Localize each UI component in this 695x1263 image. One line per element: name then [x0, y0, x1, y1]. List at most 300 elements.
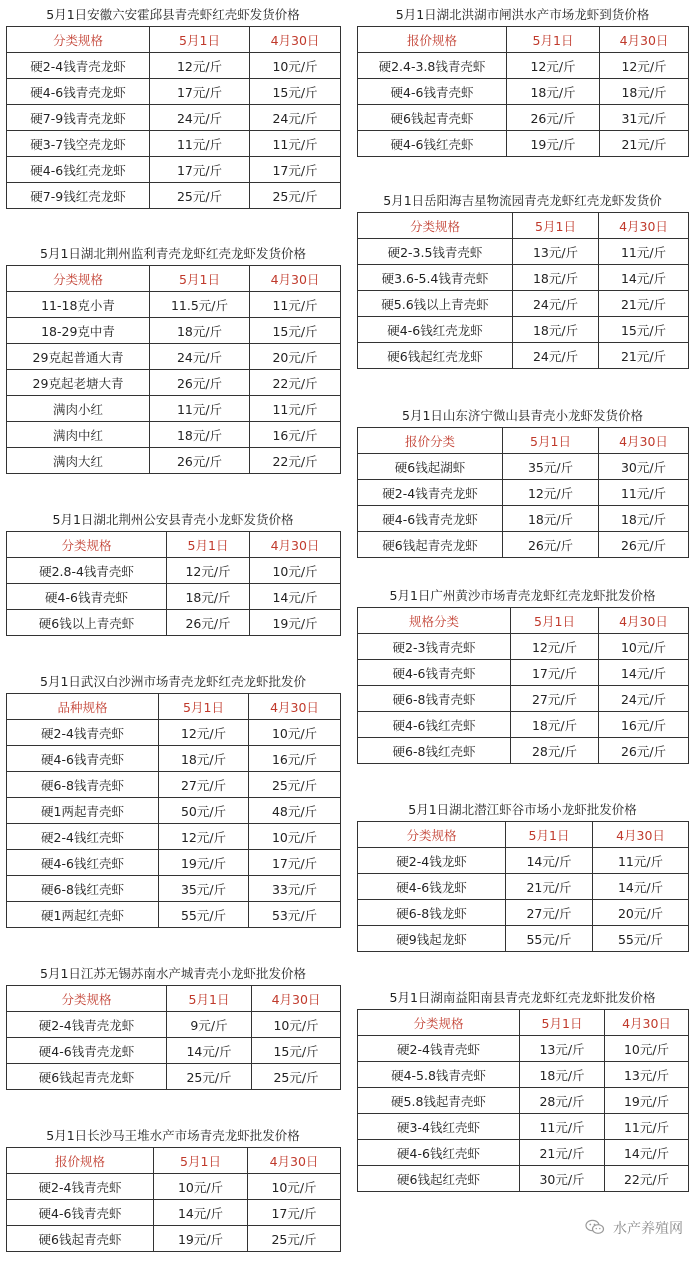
table-title: 5月1日山东济宁微山县青壳小龙虾发货价格	[402, 408, 643, 423]
table-header-row	[358, 822, 689, 848]
table-row	[358, 926, 689, 952]
table-cell: 53元/斤	[249, 902, 341, 928]
table-cell: 12元/斤	[511, 634, 599, 660]
table-cell: 11元/斤	[250, 396, 341, 422]
price-table	[357, 607, 689, 764]
table-row	[7, 183, 341, 209]
header-cell: 分类规格	[7, 532, 167, 558]
table-cell: 硬6钱起青壳虾	[358, 105, 507, 131]
table-cell: 硬6钱以上青壳虾	[7, 610, 167, 636]
table-cell: 满肉中红	[7, 422, 150, 448]
table-cell: 17元/斤	[249, 850, 341, 876]
header-cell: 5月1日	[167, 532, 250, 558]
table-cell: 硬4-6钱红壳虾	[7, 850, 159, 876]
table-cell: 24元/斤	[513, 343, 599, 369]
table-row	[358, 105, 689, 131]
table-header-row	[7, 694, 341, 720]
table-cell: 硬1两起红壳虾	[7, 902, 159, 928]
table-cell: 13元/斤	[520, 1036, 605, 1062]
table-cell: 15元/斤	[250, 79, 341, 105]
table-cell: 18-29克中青	[7, 318, 150, 344]
table-cell: 硬6钱起青壳龙虾	[358, 532, 503, 558]
price-table-block	[357, 405, 688, 558]
header-cell: 5月1日	[503, 428, 599, 454]
price-table	[357, 427, 689, 558]
table-row	[358, 131, 689, 157]
table-cell: 硬3-4钱红壳虾	[358, 1114, 520, 1140]
table-title: 5月1日岳阳海吉星物流园青壳龙虾红壳龙虾发货价	[383, 193, 662, 208]
table-row	[7, 746, 341, 772]
table-row	[7, 1226, 341, 1252]
table-cell: 26元/斤	[150, 448, 250, 474]
table-cell: 硬6钱起青壳龙虾	[7, 1064, 167, 1090]
table-cell: 18元/斤	[159, 746, 249, 772]
table-cell: 17元/斤	[248, 1200, 341, 1226]
table-row	[358, 532, 689, 558]
table-cell: 硬2-4钱青壳龙虾	[7, 1012, 167, 1038]
table-cell: 14元/斤	[506, 848, 593, 874]
table-cell: 18元/斤	[167, 584, 250, 610]
table-row	[358, 79, 689, 105]
table-title: 5月1日广州黄沙市场青壳龙虾红壳龙虾批发价格	[389, 588, 656, 603]
table-cell: 27元/斤	[511, 686, 599, 712]
table-row	[358, 265, 689, 291]
table-cell: 硬5.8钱起青壳虾	[358, 1088, 520, 1114]
table-row	[358, 343, 689, 369]
table-cell: 18元/斤	[600, 79, 689, 105]
table-cell: 硬2-4钱青壳龙虾	[358, 480, 503, 506]
table-row	[7, 131, 341, 157]
table-cell: 硬2-4钱青壳虾	[358, 1036, 520, 1062]
table-row	[358, 1114, 689, 1140]
price-table	[357, 26, 689, 157]
table-cell: 11元/斤	[250, 131, 341, 157]
table-cell: 硬4-6钱青壳虾	[7, 584, 167, 610]
table-cell: 11元/斤	[593, 848, 689, 874]
table-cell: 25元/斤	[249, 772, 341, 798]
table-row	[7, 824, 341, 850]
table-cell: 18元/斤	[507, 79, 600, 105]
table-cell: 17元/斤	[250, 157, 341, 183]
table-cell: 10元/斤	[250, 53, 341, 79]
table-cell: 硬2.8-4钱青壳虾	[7, 558, 167, 584]
table-row	[7, 396, 341, 422]
table-row	[358, 291, 689, 317]
table-cell: 硬4-6钱龙虾	[358, 874, 506, 900]
table-cell: 12元/斤	[600, 53, 689, 79]
header-cell: 分类规格	[358, 213, 513, 239]
table-cell: 18元/斤	[599, 506, 689, 532]
wechat-icon	[585, 1219, 605, 1239]
price-table	[6, 26, 341, 209]
header-cell: 4月30日	[252, 986, 341, 1012]
table-title: 5月1日湖北潜江虾谷市场小龙虾批发价格	[408, 802, 637, 817]
table-row	[7, 584, 341, 610]
table-cell: 30元/斤	[520, 1166, 605, 1192]
table-title: 5月1日武汉白沙洲市场青壳龙虾红壳龙虾批发价	[40, 674, 306, 689]
price-table	[6, 1147, 341, 1252]
table-row	[7, 610, 341, 636]
table-cell: 硬4-6钱红壳虾	[358, 712, 511, 738]
table-title: 5月1日湖北荆州公安县青壳小龙虾发货价格	[52, 512, 294, 527]
table-row	[358, 1036, 689, 1062]
table-cell: 11元/斤	[150, 396, 250, 422]
table-cell: 25元/斤	[248, 1226, 341, 1252]
table-row	[358, 480, 689, 506]
header-cell: 报价规格	[7, 1148, 154, 1174]
table-cell: 11元/斤	[520, 1114, 605, 1140]
table-cell: 20元/斤	[593, 900, 689, 926]
table-header-row	[7, 27, 341, 53]
table-cell: 14元/斤	[167, 1038, 252, 1064]
table-row	[358, 1140, 689, 1166]
header-cell: 4月30日	[593, 822, 689, 848]
header-cell: 4月30日	[250, 266, 341, 292]
table-cell: 25元/斤	[252, 1064, 341, 1090]
price-table-block	[6, 671, 340, 928]
table-row	[358, 1088, 689, 1114]
table-cell: 16元/斤	[250, 422, 341, 448]
table-cell: 26元/斤	[150, 370, 250, 396]
table-cell: 31元/斤	[600, 105, 689, 131]
table-row	[7, 720, 341, 746]
header-cell: 4月30日	[250, 532, 341, 558]
table-header-row	[358, 213, 689, 239]
table-cell: 硬6-8钱龙虾	[358, 900, 506, 926]
table-cell: 25元/斤	[250, 183, 341, 209]
table-cell: 10元/斤	[250, 558, 341, 584]
table-header-row	[358, 428, 689, 454]
table-cell: 18元/斤	[511, 712, 599, 738]
header-cell: 报价分类	[358, 428, 503, 454]
table-cell: 硬7-9钱青壳龙虾	[7, 105, 150, 131]
table-cell: 14元/斤	[605, 1140, 689, 1166]
table-cell: 10元/斤	[249, 824, 341, 850]
table-cell: 15元/斤	[599, 317, 689, 343]
table-cell: 硬6钱起红壳龙虾	[358, 343, 513, 369]
table-cell: 22元/斤	[605, 1166, 689, 1192]
table-cell: 26元/斤	[507, 105, 600, 131]
table-cell: 55元/斤	[506, 926, 593, 952]
table-cell: 27元/斤	[506, 900, 593, 926]
table-cell: 硬4-6钱青壳龙虾	[7, 1038, 167, 1064]
table-cell: 11元/斤	[599, 480, 689, 506]
table-row	[7, 53, 341, 79]
table-row	[358, 1062, 689, 1088]
price-table-block	[6, 509, 340, 636]
table-row	[358, 900, 689, 926]
table-cell: 硬4-6钱青壳虾	[7, 1200, 154, 1226]
table-cell: 硬7-9钱红壳龙虾	[7, 183, 150, 209]
table-cell: 16元/斤	[249, 746, 341, 772]
table-cell: 硬2-3钱青壳虾	[358, 634, 511, 660]
table-cell: 硬2.4-3.8钱青壳虾	[358, 53, 507, 79]
table-row	[358, 848, 689, 874]
table-row	[7, 344, 341, 370]
price-table-block	[6, 4, 340, 209]
table-cell: 13元/斤	[513, 239, 599, 265]
table-cell: 24元/斤	[513, 291, 599, 317]
table-title: 5月1日湖北洪湖市闸洪水产市场龙虾到货价格	[395, 7, 650, 22]
table-row	[7, 1064, 341, 1090]
header-cell: 4月30日	[248, 1148, 341, 1174]
header-cell: 5月1日	[150, 27, 250, 53]
table-cell: 12元/斤	[167, 558, 250, 584]
table-cell: 20元/斤	[250, 344, 341, 370]
table-cell: 硬4-5.8钱青壳虾	[358, 1062, 520, 1088]
table-cell: 硬5.6钱以上青壳虾	[358, 291, 513, 317]
table-row	[358, 660, 689, 686]
table-cell: 硬2-4钱青壳龙虾	[7, 53, 150, 79]
table-row	[7, 79, 341, 105]
table-cell: 29克起老塘大青	[7, 370, 150, 396]
table-cell: 11-18克小青	[7, 292, 150, 318]
table-cell: 21元/斤	[599, 343, 689, 369]
price-table-block	[6, 963, 340, 1090]
table-title: 5月1日江苏无锡苏南水产城青壳小龙虾批发价格	[40, 966, 306, 981]
table-cell: 硬2-4钱青壳虾	[7, 1174, 154, 1200]
table-cell: 24元/斤	[599, 686, 689, 712]
table-cell: 18元/斤	[503, 506, 599, 532]
table-cell: 18元/斤	[520, 1062, 605, 1088]
table-cell: 18元/斤	[513, 317, 599, 343]
price-table-block	[357, 987, 688, 1192]
table-cell: 11元/斤	[250, 292, 341, 318]
table-cell: 硬4-6钱红壳龙虾	[358, 317, 513, 343]
table-cell: 硬4-6钱青壳龙虾	[7, 79, 150, 105]
header-cell: 5月1日	[167, 986, 252, 1012]
table-row	[7, 157, 341, 183]
table-row	[7, 772, 341, 798]
price-table	[6, 265, 341, 474]
table-cell: 50元/斤	[159, 798, 249, 824]
table-cell: 硬3.6-5.4钱青壳虾	[358, 265, 513, 291]
table-cell: 满肉小红	[7, 396, 150, 422]
table-cell: 硬2-4钱龙虾	[358, 848, 506, 874]
price-table-block	[357, 4, 688, 157]
price-table	[357, 212, 689, 369]
table-cell: 27元/斤	[159, 772, 249, 798]
table-cell: 硬2-4钱青壳虾	[7, 720, 159, 746]
table-row	[358, 874, 689, 900]
table-cell: 18元/斤	[150, 422, 250, 448]
table-cell: 11元/斤	[599, 239, 689, 265]
price-table	[357, 1009, 689, 1192]
table-row	[358, 53, 689, 79]
price-table-block	[6, 1125, 340, 1252]
table-cell: 14元/斤	[154, 1200, 248, 1226]
table-cell: 19元/斤	[507, 131, 600, 157]
table-cell: 28元/斤	[511, 738, 599, 764]
table-row	[358, 634, 689, 660]
table-cell: 硬6钱起湖虾	[358, 454, 503, 480]
table-cell: 26元/斤	[599, 532, 689, 558]
table-cell: 硬4-6钱青壳虾	[358, 79, 507, 105]
table-cell: 14元/斤	[599, 660, 689, 686]
table-row	[358, 317, 689, 343]
table-cell: 10元/斤	[249, 720, 341, 746]
table-cell: 17元/斤	[150, 157, 250, 183]
table-cell: 硬6钱起红壳虾	[358, 1166, 520, 1192]
table-cell: 12元/斤	[159, 720, 249, 746]
table-cell: 21元/斤	[599, 291, 689, 317]
table-cell: 硬4-6钱青壳虾	[7, 746, 159, 772]
table-cell: 硬6-8钱红壳虾	[7, 876, 159, 902]
header-cell: 4月30日	[250, 27, 341, 53]
table-cell: 硬6-8钱红壳虾	[358, 738, 511, 764]
table-cell: 硬4-6钱青壳龙虾	[358, 506, 503, 532]
header-cell: 分类规格	[7, 27, 150, 53]
table-row	[358, 686, 689, 712]
header-cell: 规格分类	[358, 608, 511, 634]
watermark	[585, 1218, 683, 1239]
table-row	[7, 876, 341, 902]
table-row	[358, 454, 689, 480]
table-row	[7, 422, 341, 448]
table-cell: 19元/斤	[154, 1226, 248, 1252]
table-cell: 9元/斤	[167, 1012, 252, 1038]
table-cell: 10元/斤	[605, 1036, 689, 1062]
table-cell: 15元/斤	[250, 318, 341, 344]
table-header-row	[358, 1010, 689, 1036]
table-cell: 12元/斤	[159, 824, 249, 850]
table-cell: 硬6钱起青壳虾	[7, 1226, 154, 1252]
table-cell: 25元/斤	[167, 1064, 252, 1090]
table-cell: 22元/斤	[250, 370, 341, 396]
table-cell: 11元/斤	[150, 131, 250, 157]
table-cell: 28元/斤	[520, 1088, 605, 1114]
table-cell: 10元/斤	[252, 1012, 341, 1038]
table-row	[358, 239, 689, 265]
table-cell: 12元/斤	[503, 480, 599, 506]
table-cell: 硬3-7钱空壳龙虾	[7, 131, 150, 157]
table-cell: 11元/斤	[605, 1114, 689, 1140]
price-table	[6, 531, 341, 636]
table-cell: 12元/斤	[150, 53, 250, 79]
table-cell: 26元/斤	[599, 738, 689, 764]
table-cell: 26元/斤	[503, 532, 599, 558]
header-cell: 4月30日	[599, 213, 689, 239]
table-row	[7, 798, 341, 824]
table-cell: 16元/斤	[599, 712, 689, 738]
header-cell: 4月30日	[600, 27, 689, 53]
table-row	[358, 1166, 689, 1192]
table-cell: 35元/斤	[503, 454, 599, 480]
table-cell: 硬1两起青壳虾	[7, 798, 159, 824]
table-cell: 21元/斤	[600, 131, 689, 157]
watermark-text: 水产养殖网	[613, 1221, 683, 1237]
table-title: 5月1日安徽六安霍邱县青壳虾红壳虾发货价格	[46, 7, 300, 22]
price-table	[6, 985, 341, 1090]
table-row	[7, 318, 341, 344]
table-row	[7, 902, 341, 928]
table-cell: 48元/斤	[249, 798, 341, 824]
table-header-row	[358, 27, 689, 53]
table-cell: 22元/斤	[250, 448, 341, 474]
table-cell: 15元/斤	[252, 1038, 341, 1064]
header-cell: 分类规格	[358, 1010, 520, 1036]
table-header-row	[7, 266, 341, 292]
header-cell: 5月1日	[513, 213, 599, 239]
table-cell: 硬2-4钱红壳虾	[7, 824, 159, 850]
table-cell: 10元/斤	[154, 1174, 248, 1200]
price-table	[6, 693, 341, 928]
header-cell: 5月1日	[507, 27, 600, 53]
header-cell: 报价规格	[358, 27, 507, 53]
header-cell: 5月1日	[511, 608, 599, 634]
table-cell: 24元/斤	[250, 105, 341, 131]
header-cell: 5月1日	[150, 266, 250, 292]
header-cell: 分类规格	[7, 986, 167, 1012]
table-cell: 33元/斤	[249, 876, 341, 902]
table-cell: 硬4-6钱青壳虾	[358, 660, 511, 686]
table-cell: 18元/斤	[513, 265, 599, 291]
table-cell: 12元/斤	[507, 53, 600, 79]
table-row	[7, 1200, 341, 1226]
table-row	[7, 105, 341, 131]
table-cell: 24元/斤	[150, 105, 250, 131]
price-table-block	[357, 190, 688, 369]
price-table-block	[357, 585, 688, 764]
table-row	[358, 738, 689, 764]
table-cell: 35元/斤	[159, 876, 249, 902]
table-header-row	[7, 986, 341, 1012]
table-cell: 19元/斤	[159, 850, 249, 876]
table-cell: 25元/斤	[150, 183, 250, 209]
table-cell: 硬9钱起龙虾	[358, 926, 506, 952]
header-cell: 5月1日	[154, 1148, 248, 1174]
header-cell: 4月30日	[599, 608, 689, 634]
table-title: 5月1日湖南益阳南县青壳龙虾红壳龙虾批发价格	[389, 990, 656, 1005]
table-cell: 硬4-6钱红壳虾	[358, 1140, 520, 1166]
table-cell: 18元/斤	[150, 318, 250, 344]
table-cell: 10元/斤	[599, 634, 689, 660]
header-cell: 品种规格	[7, 694, 159, 720]
table-row	[7, 292, 341, 318]
table-cell: 30元/斤	[599, 454, 689, 480]
table-cell: 11.5元/斤	[150, 292, 250, 318]
header-cell: 5月1日	[506, 822, 593, 848]
table-cell: 19元/斤	[605, 1088, 689, 1114]
table-cell: 硬2-3.5钱青壳虾	[358, 239, 513, 265]
header-cell: 分类规格	[358, 822, 506, 848]
header-cell: 5月1日	[159, 694, 249, 720]
table-row	[7, 370, 341, 396]
table-title: 5月1日长沙马王堆水产市场青壳龙虾批发价格	[46, 1128, 300, 1143]
header-cell: 4月30日	[599, 428, 689, 454]
table-cell: 13元/斤	[605, 1062, 689, 1088]
table-cell: 55元/斤	[593, 926, 689, 952]
price-table-block	[6, 243, 340, 474]
table-cell: 26元/斤	[167, 610, 250, 636]
price-table	[357, 821, 689, 952]
table-cell: 硬4-6钱红壳龙虾	[7, 157, 150, 183]
table-cell: 21元/斤	[520, 1140, 605, 1166]
header-cell: 4月30日	[249, 694, 341, 720]
table-cell: 17元/斤	[150, 79, 250, 105]
table-row	[7, 1174, 341, 1200]
table-row	[358, 712, 689, 738]
table-cell: 24元/斤	[150, 344, 250, 370]
table-cell: 硬6-8钱青壳虾	[7, 772, 159, 798]
table-cell: 55元/斤	[159, 902, 249, 928]
table-cell: 14元/斤	[250, 584, 341, 610]
price-table-block	[357, 799, 688, 952]
table-cell: 硬4-6钱红壳虾	[358, 131, 507, 157]
header-cell: 分类规格	[7, 266, 150, 292]
table-cell: 17元/斤	[511, 660, 599, 686]
header-cell: 5月1日	[520, 1010, 605, 1036]
